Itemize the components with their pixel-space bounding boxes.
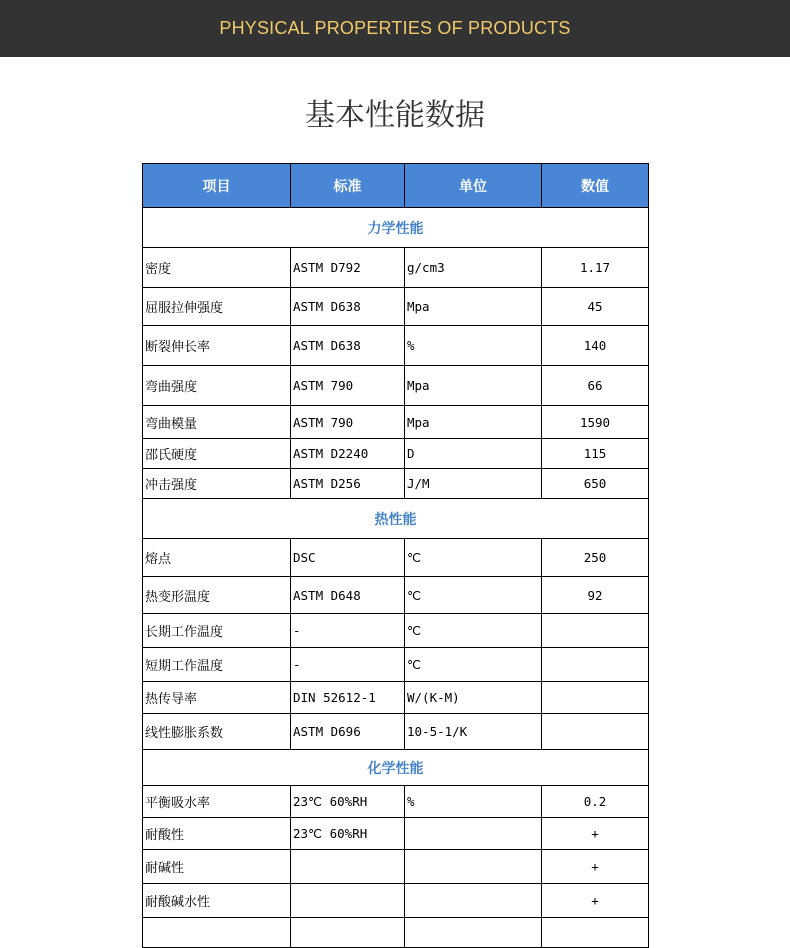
table-row <box>143 288 649 326</box>
cell-item: 平衡吸水率 <box>143 786 291 818</box>
table-row <box>143 884 649 918</box>
cell-standard: DSC <box>291 539 405 577</box>
cell-item: 热变形温度 <box>143 577 291 614</box>
cell-value <box>542 714 649 750</box>
section-row <box>143 499 649 539</box>
cell-unit: W/(K-M) <box>405 682 542 714</box>
cell-item: 冲击强度 <box>143 469 291 499</box>
cell-value: 140 <box>542 326 649 366</box>
header-value: 数值 <box>542 164 649 208</box>
table-row <box>143 326 649 366</box>
section-row <box>143 750 649 786</box>
table-row <box>143 248 649 288</box>
cell-standard: ASTM 790 <box>291 366 405 406</box>
cell-unit: % <box>405 786 542 818</box>
cell-unit: % <box>405 326 542 366</box>
cell-value <box>542 682 649 714</box>
cell-value: 650 <box>542 469 649 499</box>
cell-unit <box>405 884 542 918</box>
cell-item: 弯曲强度 <box>143 366 291 406</box>
cell-item: 熔点 <box>143 539 291 577</box>
cell-standard: ASTM D792 <box>291 248 405 288</box>
table-row <box>143 406 649 439</box>
cell-item: 密度 <box>143 248 291 288</box>
cell-standard: - <box>291 648 405 682</box>
cell-standard <box>291 884 405 918</box>
banner-title: PHYSICAL PROPERTIES OF PRODUCTS <box>219 18 571 38</box>
cell-unit: ℃ <box>405 577 542 614</box>
cell-standard <box>291 918 405 948</box>
cell-unit: ℃ <box>405 614 542 648</box>
cell-value: + <box>542 818 649 850</box>
cell-value: 250 <box>542 539 649 577</box>
cell-value: + <box>542 884 649 918</box>
cell-value: 0.2 <box>542 786 649 818</box>
cell-standard: 23℃ 60%RH <box>291 818 405 850</box>
cell-unit: ℃ <box>405 648 542 682</box>
table-row <box>143 714 649 750</box>
properties-table <box>142 163 649 948</box>
cell-value: 1590 <box>542 406 649 439</box>
cell-item: 线性膨胀系数 <box>143 714 291 750</box>
cell-standard: ASTM D638 <box>291 288 405 326</box>
section-title: 热性能 <box>143 499 649 539</box>
table-row <box>143 682 649 714</box>
header-item: 项目 <box>143 164 291 208</box>
cell-value: 92 <box>542 577 649 614</box>
cell-standard: ASTM 790 <box>291 406 405 439</box>
table-row <box>143 850 649 884</box>
cell-standard: 23℃ 60%RH <box>291 786 405 818</box>
cell-item: 耐酸性 <box>143 818 291 850</box>
table-row <box>143 818 649 850</box>
table-row <box>143 539 649 577</box>
cell-item: 热传导率 <box>143 682 291 714</box>
table-row <box>143 614 649 648</box>
cell-unit: 10-5-1/K <box>405 714 542 750</box>
cell-standard: ASTM D696 <box>291 714 405 750</box>
cell-unit: g/cm3 <box>405 248 542 288</box>
cell-unit <box>405 818 542 850</box>
table-row <box>143 577 649 614</box>
cell-item: 耐碱性 <box>143 850 291 884</box>
cell-value: 115 <box>542 439 649 469</box>
header-standard: 标准 <box>291 164 405 208</box>
cell-standard: DIN 52612-1 <box>291 682 405 714</box>
cell-standard: ASTM D256 <box>291 469 405 499</box>
table-header-row <box>143 164 649 208</box>
cell-standard: ASTM D2240 <box>291 439 405 469</box>
cell-unit <box>405 850 542 884</box>
cell-value: 1.17 <box>542 248 649 288</box>
table-row <box>143 918 649 948</box>
cell-item: 屈服拉伸强度 <box>143 288 291 326</box>
cell-value: 66 <box>542 366 649 406</box>
cell-standard: ASTM D638 <box>291 326 405 366</box>
section-title: 力学性能 <box>143 208 649 248</box>
cell-standard <box>291 850 405 884</box>
table-row <box>143 648 649 682</box>
cell-standard: ASTM D648 <box>291 577 405 614</box>
cell-item: 邵氏硬度 <box>143 439 291 469</box>
cell-item: 长期工作温度 <box>143 614 291 648</box>
table-body <box>143 208 649 948</box>
cell-value: 45 <box>542 288 649 326</box>
cell-unit: D <box>405 439 542 469</box>
cell-value <box>542 918 649 948</box>
page-title: 基本性能数据 <box>305 98 485 133</box>
section-row <box>143 208 649 248</box>
table-row <box>143 366 649 406</box>
cell-value: + <box>542 850 649 884</box>
cell-item <box>143 918 291 948</box>
table-row <box>143 469 649 499</box>
cell-value <box>542 648 649 682</box>
header-unit: 单位 <box>405 164 542 208</box>
cell-unit: Mpa <box>405 406 542 439</box>
cell-unit: J/M <box>405 469 542 499</box>
cell-unit <box>405 918 542 948</box>
cell-unit: ℃ <box>405 539 542 577</box>
cell-item: 短期工作温度 <box>143 648 291 682</box>
cell-item: 耐酸碱水性 <box>143 884 291 918</box>
section-title: 化学性能 <box>143 750 649 786</box>
cell-item: 断裂伸长率 <box>143 326 291 366</box>
cell-value <box>542 614 649 648</box>
table-row <box>143 439 649 469</box>
table-row <box>143 786 649 818</box>
cell-standard: - <box>291 614 405 648</box>
header-banner <box>0 0 790 57</box>
cell-unit: Mpa <box>405 366 542 406</box>
cell-item: 弯曲模量 <box>143 406 291 439</box>
cell-unit: Mpa <box>405 288 542 326</box>
